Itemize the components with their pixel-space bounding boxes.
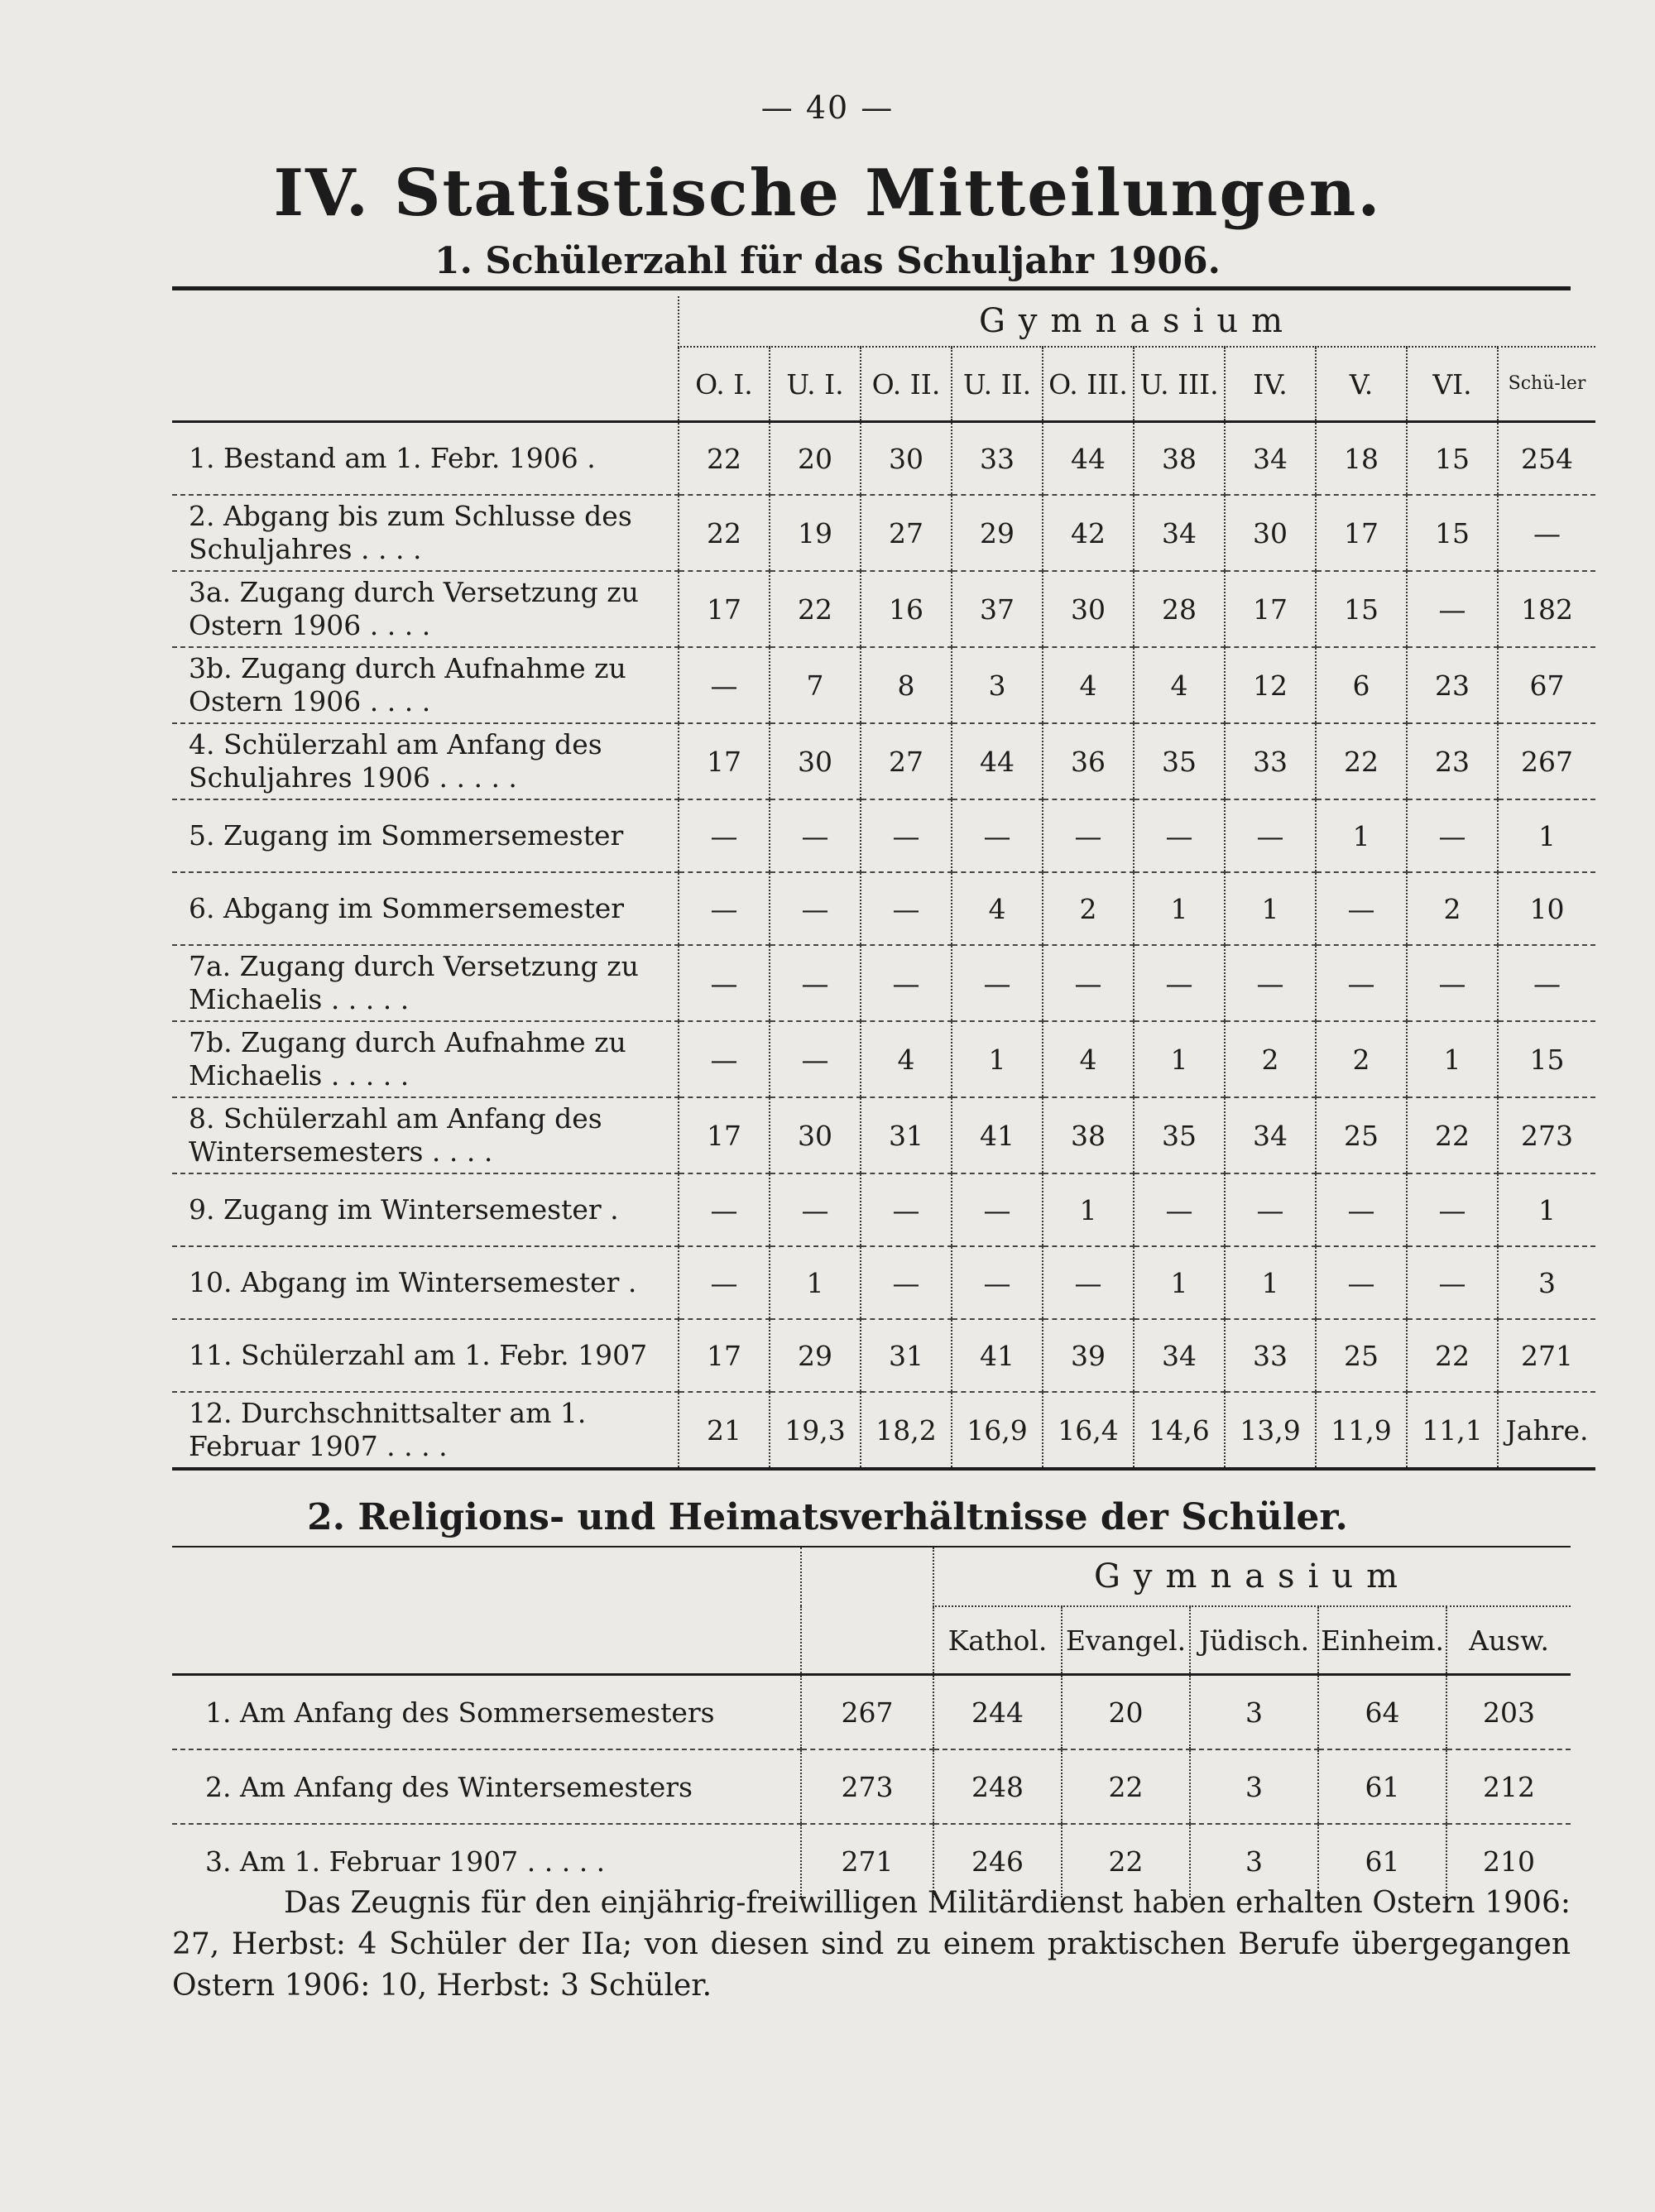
table-row xyxy=(172,422,1595,496)
table-cell: 182 xyxy=(1498,571,1595,647)
row-label: 3. Am 1. Februar 1907 . . . . . xyxy=(205,1845,606,1878)
table2-label-header xyxy=(172,1606,801,1675)
table-row xyxy=(172,647,1595,723)
table-row xyxy=(172,1097,1595,1173)
table-cell: 41 xyxy=(952,1097,1043,1173)
table-cell: 33 xyxy=(1225,1319,1316,1392)
table-cell: 17 xyxy=(1225,571,1316,647)
table-cell: — xyxy=(1225,1173,1316,1246)
row-label: 2. Am Anfang des Wintersemesters xyxy=(172,1749,801,1824)
title-rule xyxy=(172,286,1571,290)
table-row xyxy=(172,571,1595,647)
table2-corner xyxy=(172,1547,801,1606)
table-cell: — xyxy=(1043,945,1134,1021)
table1-column-header: O. III. xyxy=(1043,347,1134,422)
table-row xyxy=(172,1021,1595,1097)
table1-column-header: U. I. xyxy=(770,347,861,422)
row-label: 2. Abgang bis zum Schlusse des Schuljahres . . . . xyxy=(172,495,679,571)
table1-body xyxy=(172,422,1595,1470)
table-cell: — xyxy=(861,1173,952,1246)
table-cell: — xyxy=(679,647,770,723)
row-label: 6. Abgang im Sommersemester xyxy=(172,872,679,945)
row-label: 1. Am Anfang des Sommersemesters xyxy=(172,1675,801,1750)
table-cell: — xyxy=(1134,1173,1225,1246)
table-cell: 7 xyxy=(770,647,861,723)
table-cell: 22 xyxy=(1407,1097,1498,1173)
table-cell: 34 xyxy=(1225,1097,1316,1173)
table-cell: 29 xyxy=(952,495,1043,571)
table-cell: 2 xyxy=(1043,872,1134,945)
row-label: 11. Schülerzahl am 1. Febr. 1907 xyxy=(172,1319,679,1392)
table-cell: 6 xyxy=(1316,647,1407,723)
row-label: 10. Abgang im Wintersemester . xyxy=(172,1246,679,1319)
footnote-paragraph: Das Zeugnis für den einjährig-freiwilligen Militärdienst haben erhalten Ostern 1906: 27, Herbst: 4 Schüler der IIa; von diesen sind zu einem praktischen Berufe übergegangen Ostern 1906: 10, Herbst: 3 Schüler. xyxy=(172,1886,1571,2003)
table-row xyxy=(172,799,1595,872)
table-cell: 22 xyxy=(1316,723,1407,799)
table-cell: 37 xyxy=(952,571,1043,647)
row-total: 267 xyxy=(801,1675,933,1750)
table-cell: 3 xyxy=(952,647,1043,723)
page-title: IV. Statistische Mitteilungen. xyxy=(273,156,1382,231)
table-cell: 44 xyxy=(1043,422,1134,496)
table-cell: — xyxy=(952,1246,1043,1319)
table-cell: 22 xyxy=(679,495,770,571)
table-cell: 267 xyxy=(1498,723,1595,799)
table-cell: — xyxy=(679,1246,770,1319)
table1-column-header: U. III. xyxy=(1134,347,1225,422)
table-cell: — xyxy=(1407,945,1498,1021)
table-cell: 19,3 xyxy=(770,1392,861,1469)
table-cell: — xyxy=(861,1246,952,1319)
table-cell: 4 xyxy=(861,1021,952,1097)
table1-group-header: Gymnasium xyxy=(679,296,1595,347)
row-label: 5. Zugang im Sommersemester xyxy=(172,799,679,872)
table-cell: — xyxy=(770,872,861,945)
table-cell: 42 xyxy=(1043,495,1134,571)
table-cell: 3 xyxy=(1190,1675,1318,1750)
table1-column-header: VI. xyxy=(1407,347,1498,422)
table1-column-header: U. II. xyxy=(952,347,1043,422)
table-row xyxy=(172,723,1595,799)
table-cell: 1 xyxy=(1134,1246,1225,1319)
table-cell: — xyxy=(679,1173,770,1246)
table-cell: 15 xyxy=(1407,422,1498,496)
page-number: — 40 — xyxy=(760,89,895,126)
table-cell: 4 xyxy=(1043,647,1134,723)
table-cell: 16 xyxy=(861,571,952,647)
table-cell: 16,4 xyxy=(1043,1392,1134,1469)
table-cell: 1 xyxy=(1225,1246,1316,1319)
table-cell: 10 xyxy=(1498,872,1595,945)
table-cell: 34 xyxy=(1134,495,1225,571)
table-cell: 27 xyxy=(861,495,952,571)
table2-total-corner xyxy=(801,1547,933,1606)
table-cell: 22 xyxy=(1062,1824,1190,1898)
table-cell: 23 xyxy=(1407,647,1498,723)
table-cell: 17 xyxy=(679,1097,770,1173)
table-cell: 17 xyxy=(679,723,770,799)
table-cell: — xyxy=(770,1173,861,1246)
table-cell: Jahre. xyxy=(1498,1392,1595,1469)
row-total: 273 xyxy=(801,1749,933,1824)
table-row xyxy=(172,1675,1571,1750)
table-cell: — xyxy=(952,945,1043,1021)
table-row xyxy=(172,495,1595,571)
table-cell: — xyxy=(1225,799,1316,872)
table-cell: — xyxy=(1316,1173,1407,1246)
table2-top-rule xyxy=(172,1546,1571,1547)
table-cell: 212 xyxy=(1446,1749,1571,1824)
table-cell: — xyxy=(1407,1246,1498,1319)
table-cell: 22 xyxy=(770,571,861,647)
table-cell: 1 xyxy=(952,1021,1043,1097)
row-label: 12. Durchschnittsalter am 1. Februar 1907 . . . . xyxy=(172,1392,679,1469)
table-cell: — xyxy=(1225,945,1316,1021)
table-cell: 17 xyxy=(1316,495,1407,571)
table-cell: 1 xyxy=(1225,872,1316,945)
table-cell: 21 xyxy=(679,1392,770,1469)
table-cell: 30 xyxy=(770,1097,861,1173)
table-cell: 67 xyxy=(1498,647,1595,723)
table-cell: 2 xyxy=(1316,1021,1407,1097)
row-label: 3a. Zugang durch Versetzung zu Ostern 1906 . . . . xyxy=(172,571,679,647)
table1-column-header: Schü-ler xyxy=(1498,347,1595,422)
table-cell: 3 xyxy=(1190,1749,1318,1824)
student-count-table xyxy=(172,296,1595,1471)
table-cell: — xyxy=(861,872,952,945)
row-label: 7a. Zugang durch Versetzung zu Michaelis . . . . . xyxy=(172,945,679,1021)
table-cell: 33 xyxy=(1225,723,1316,799)
table-cell: 4 xyxy=(1043,1021,1134,1097)
table-cell: 38 xyxy=(1134,422,1225,496)
table-cell: 31 xyxy=(861,1097,952,1173)
table-cell: 1 xyxy=(1498,1173,1595,1246)
table2-total-header xyxy=(801,1606,933,1675)
table-cell: 35 xyxy=(1134,723,1225,799)
row-label: 9. Zugang im Wintersemester . xyxy=(172,1173,679,1246)
table1-column-header: V. xyxy=(1316,347,1407,422)
table-row xyxy=(172,872,1595,945)
row-label: 1. Bestand am 1. Febr. 1906 . xyxy=(172,422,679,496)
table-cell: 12 xyxy=(1225,647,1316,723)
section-2-title: 2. Religions- und Heimatsverhältnisse der Schüler. xyxy=(307,1496,1348,1538)
table-cell: 19 xyxy=(770,495,861,571)
table-cell: — xyxy=(952,799,1043,872)
table-cell: 44 xyxy=(952,723,1043,799)
table-cell: 34 xyxy=(1225,422,1316,496)
table-cell: 246 xyxy=(933,1824,1062,1898)
table-cell: — xyxy=(1407,1173,1498,1246)
table-cell: 1 xyxy=(1043,1173,1134,1246)
table-cell: 15 xyxy=(1498,1021,1595,1097)
table-cell: — xyxy=(679,945,770,1021)
table-cell: 2 xyxy=(1225,1021,1316,1097)
table-cell: 1 xyxy=(770,1246,861,1319)
table-cell: — xyxy=(861,799,952,872)
table-cell: 244 xyxy=(933,1675,1062,1750)
table-cell: — xyxy=(770,799,861,872)
table-cell: — xyxy=(952,1173,1043,1246)
table-cell: 2 xyxy=(1407,872,1498,945)
table-cell: 30 xyxy=(1043,571,1134,647)
table-cell: 39 xyxy=(1043,1319,1134,1392)
table-cell: 1 xyxy=(1134,872,1225,945)
table-cell: 273 xyxy=(1498,1097,1595,1173)
table-cell: 34 xyxy=(1134,1319,1225,1392)
table-cell: — xyxy=(1043,1246,1134,1319)
table-cell: 41 xyxy=(952,1319,1043,1392)
table-cell: 11,1 xyxy=(1407,1392,1498,1469)
section-1-title: 1. Schülerzahl für das Schuljahr 1906. xyxy=(434,240,1221,282)
table-row xyxy=(172,1749,1571,1824)
table2-column-header: Evangel. xyxy=(1062,1606,1190,1675)
table-cell: 35 xyxy=(1134,1097,1225,1173)
table-cell: 17 xyxy=(679,571,770,647)
table2-body xyxy=(172,1675,1571,1898)
table-cell: 8 xyxy=(861,647,952,723)
table-cell: — xyxy=(1407,571,1498,647)
table-cell: — xyxy=(770,945,861,1021)
table-cell: — xyxy=(679,872,770,945)
table-cell: 20 xyxy=(1062,1675,1190,1750)
table-cell: — xyxy=(1407,799,1498,872)
table-cell: 64 xyxy=(1318,1675,1446,1750)
table-cell: 11,9 xyxy=(1316,1392,1407,1469)
table1-corner xyxy=(172,296,679,347)
table-cell: 1 xyxy=(1498,799,1595,872)
table2-column-header: Einheim. xyxy=(1318,1606,1446,1675)
table1-column-header: IV. xyxy=(1225,347,1316,422)
table-cell: 27 xyxy=(861,723,952,799)
table-cell: 33 xyxy=(952,422,1043,496)
table-cell: — xyxy=(679,799,770,872)
table-cell: 18 xyxy=(1316,422,1407,496)
table1-column-headers xyxy=(172,347,1595,422)
table-cell: 22 xyxy=(1407,1319,1498,1392)
table-cell: 4 xyxy=(952,872,1043,945)
row-total: 271 xyxy=(801,1824,933,1898)
table-cell: 14,6 xyxy=(1134,1392,1225,1469)
table-cell: — xyxy=(1316,945,1407,1021)
table-cell: 22 xyxy=(679,422,770,496)
table-cell: 31 xyxy=(861,1319,952,1392)
table-cell: 25 xyxy=(1316,1097,1407,1173)
table1-column-header: O. II. xyxy=(861,347,952,422)
table2-column-headers xyxy=(172,1606,1571,1675)
table-cell: 15 xyxy=(1316,571,1407,647)
table-cell: — xyxy=(861,945,952,1021)
table2-column-header: Kathol. xyxy=(933,1606,1062,1675)
table-cell: 271 xyxy=(1498,1319,1595,1392)
table-cell: — xyxy=(1316,1246,1407,1319)
table-cell: 29 xyxy=(770,1319,861,1392)
table-cell: — xyxy=(770,1021,861,1097)
table-cell: 30 xyxy=(861,422,952,496)
table-cell: 23 xyxy=(1407,723,1498,799)
row-label: 3b. Zugang durch Aufnahme zu Ostern 1906 . . . . xyxy=(172,647,679,723)
table-cell: 210 xyxy=(1446,1824,1571,1898)
row-label: 4. Schülerzahl am Anfang des Schuljahres 1906 . . . . . xyxy=(172,723,679,799)
table-cell: 18,2 xyxy=(861,1392,952,1469)
table-cell: 28 xyxy=(1134,571,1225,647)
table-cell: 17 xyxy=(679,1319,770,1392)
table-cell: 38 xyxy=(1043,1097,1134,1173)
table-cell: 1 xyxy=(1316,799,1407,872)
table-cell: 36 xyxy=(1043,723,1134,799)
table-cell: 4 xyxy=(1134,647,1225,723)
table-cell: 3 xyxy=(1498,1246,1595,1319)
table-cell: — xyxy=(1134,945,1225,1021)
table-row xyxy=(172,1173,1595,1246)
table2-column-header: Jüdisch. xyxy=(1190,1606,1318,1675)
table-cell: 248 xyxy=(933,1749,1062,1824)
table-cell: — xyxy=(679,1021,770,1097)
table-cell: 1 xyxy=(1407,1021,1498,1097)
table1-column-header: O. I. xyxy=(679,347,770,422)
table-cell: — xyxy=(1498,945,1595,1021)
table-cell: — xyxy=(1498,495,1595,571)
table2-column-header: Ausw. xyxy=(1446,1606,1571,1675)
table-row xyxy=(172,1392,1595,1469)
table-cell: 30 xyxy=(1225,495,1316,571)
table-cell: 16,9 xyxy=(952,1392,1043,1469)
table-cell: 30 xyxy=(770,723,861,799)
table2-group-header: Gymnasium xyxy=(933,1547,1571,1606)
table-cell: 61 xyxy=(1318,1824,1446,1898)
table-cell: 254 xyxy=(1498,422,1595,496)
table-cell: — xyxy=(1316,872,1407,945)
table-cell: 20 xyxy=(770,422,861,496)
table-cell: 22 xyxy=(1062,1749,1190,1824)
table-cell: 25 xyxy=(1316,1319,1407,1392)
religion-origin-table xyxy=(172,1547,1571,1898)
row-label: 7b. Zugang durch Aufnahme zu Michaelis . . . . . xyxy=(172,1021,679,1097)
table-cell: 13,9 xyxy=(1225,1392,1316,1469)
table-cell: — xyxy=(1043,799,1134,872)
table-row xyxy=(172,1246,1595,1319)
table-cell: 61 xyxy=(1318,1749,1446,1824)
table-cell: — xyxy=(1134,799,1225,872)
table-row xyxy=(172,945,1595,1021)
table-row xyxy=(172,1319,1595,1392)
table-cell: 1 xyxy=(1134,1021,1225,1097)
table1-label-header xyxy=(172,347,679,422)
table-cell: 15 xyxy=(1407,495,1498,571)
table-cell: 203 xyxy=(1446,1675,1571,1750)
table-cell: 3 xyxy=(1190,1824,1318,1898)
row-label: 8. Schülerzahl am Anfang des Wintersemesters . . . . xyxy=(172,1097,679,1173)
